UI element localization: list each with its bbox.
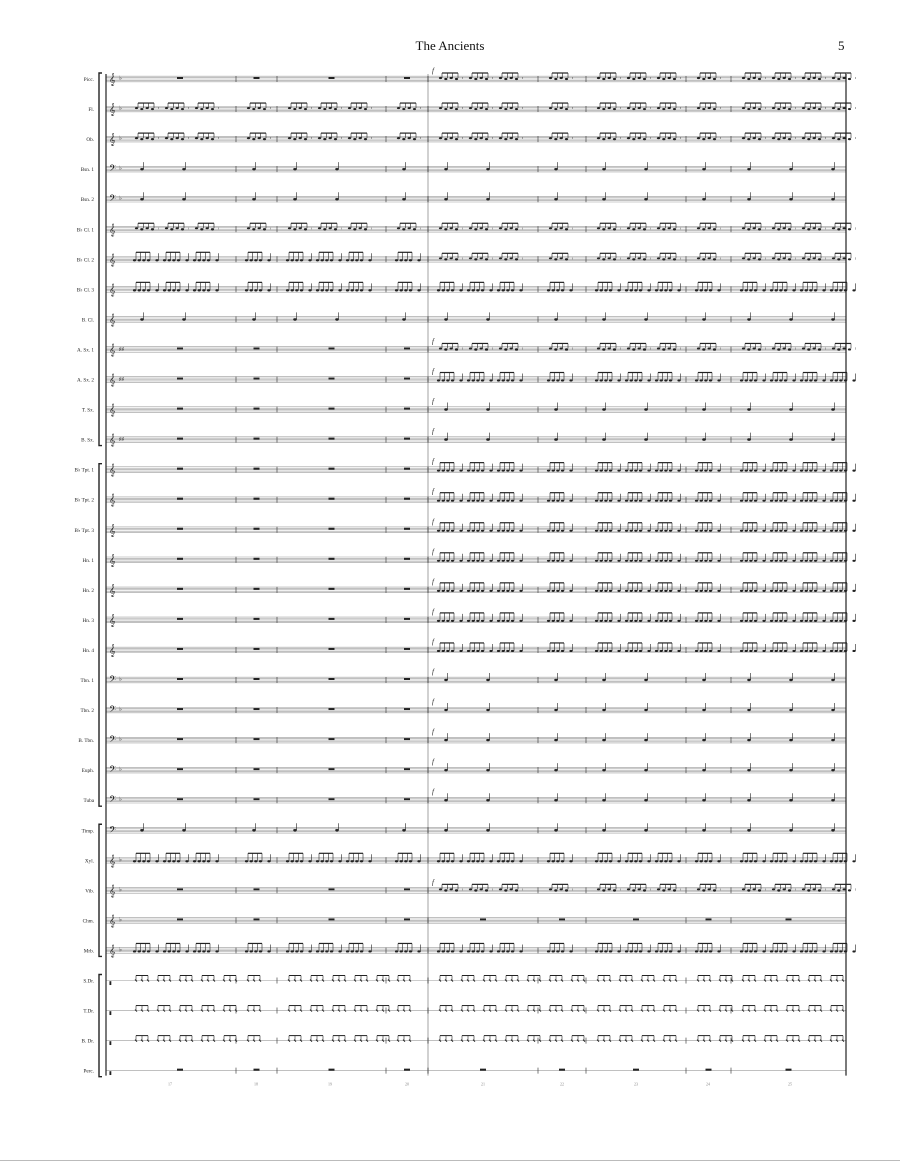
dynamic-marking: f	[432, 427, 434, 436]
instrument-label: Hn. 1	[82, 557, 94, 564]
section-bracket-1	[99, 73, 102, 446]
sharp-icon: ♯♯	[119, 377, 124, 383]
svg-text:ᶦ: ᶦ	[270, 225, 272, 234]
staff-9	[82, 312, 846, 326]
svg-text:ᶦ: ᶦ	[462, 75, 464, 83]
instrument-label: B. Dr.	[81, 1038, 94, 1045]
svg-text:ᶦ: ᶦ	[522, 886, 524, 895]
staff-24	[82, 758, 846, 777]
dynamic-marking: f	[432, 397, 434, 406]
svg-text:ᶦ: ᶦ	[462, 345, 464, 354]
svg-text:ᶦ: ᶦ	[420, 135, 422, 144]
measure-number: 21	[481, 1081, 485, 1087]
staff-27	[85, 853, 856, 867]
dynamic-marking: f	[432, 878, 434, 887]
staff-11	[77, 368, 856, 387]
staff-10	[77, 337, 856, 356]
svg-text:ᶦ: ᶦ	[462, 255, 464, 264]
staff-17	[82, 548, 855, 567]
instrument-label: B. Sx.	[81, 437, 94, 444]
staff-12	[82, 398, 846, 417]
bass-clef-icon: 𝄢	[109, 705, 117, 718]
svg-text:ᶦ: ᶦ	[825, 886, 827, 895]
section-bracket-2	[99, 464, 102, 807]
bass-clef-icon: 𝄢	[109, 164, 117, 177]
measure-number: 20	[405, 1081, 409, 1087]
flat-icon: ♭	[119, 76, 122, 82]
staff-15	[74, 488, 855, 507]
svg-text:ᶦ: ᶦ	[572, 886, 574, 895]
measure-number: 24	[706, 1081, 710, 1087]
instrument-label: B♭ Cl. 3	[76, 287, 94, 294]
svg-text:ᶦ: ᶦ	[462, 135, 464, 144]
sharp-icon: ♯♯	[119, 437, 124, 443]
svg-text:ᶦ: ᶦ	[188, 105, 190, 114]
svg-text:ᶦ: ᶦ	[572, 345, 574, 354]
svg-text:ᶦ: ᶦ	[572, 75, 574, 83]
instrument-label: Chm.	[82, 918, 94, 925]
svg-text:ᶦ: ᶦ	[855, 255, 857, 264]
treble-clef-icon: 𝄞	[109, 74, 116, 86]
staff-22	[80, 698, 846, 717]
svg-text:ᶦ: ᶦ	[371, 135, 373, 144]
svg-text:ᶦ: ᶦ	[620, 105, 622, 114]
svg-text:ᶦ: ᶦ	[650, 345, 652, 354]
svg-text:ᶦ: ᶦ	[371, 105, 373, 114]
staff-1	[84, 67, 856, 86]
svg-text:ᶦ: ᶦ	[720, 345, 722, 354]
section-bracket-3	[99, 824, 102, 956]
bass-clef-icon: 𝄢	[109, 735, 117, 748]
instrument-label: Hn. 2	[82, 587, 94, 594]
svg-text:ᶦ: ᶦ	[341, 135, 343, 144]
staff-23	[78, 728, 846, 747]
dynamic-marking: f	[432, 607, 434, 616]
flat-icon: ♭	[119, 797, 122, 804]
page-number: 5	[838, 38, 845, 53]
dynamic-marking: f	[432, 517, 434, 526]
instrument-label: S.Dr.	[83, 978, 94, 985]
svg-text:ᶦ: ᶦ	[371, 225, 373, 234]
svg-text:ᶦ: ᶦ	[270, 135, 272, 144]
treble-clef-icon: 𝄞	[109, 855, 116, 868]
svg-text:ᶦ: ᶦ	[492, 225, 494, 234]
dynamic-marking: f	[432, 637, 434, 646]
bass-clef-icon: 𝄢	[109, 765, 117, 778]
perc-clef-icon: ▮	[109, 1011, 112, 1017]
svg-text:ᶦ: ᶦ	[825, 75, 827, 83]
svg-text:ᶦ: ᶦ	[218, 225, 220, 234]
svg-text:ᶦ: ᶦ	[650, 225, 652, 234]
svg-text:ᶦ: ᶦ	[522, 345, 524, 354]
svg-text:ᶦ: ᶦ	[522, 225, 524, 234]
svg-text:ᶦ: ᶦ	[311, 135, 313, 144]
instrument-label: B♭ Cl. 2	[76, 257, 94, 264]
svg-text:ᶦ: ᶦ	[765, 255, 767, 264]
instrument-label: B♭ Tpt. 2	[74, 497, 94, 504]
instrument-label: Bsn. 2	[80, 197, 94, 204]
flat-icon: ♭	[119, 947, 122, 954]
svg-text:ᶦ: ᶦ	[720, 105, 722, 114]
flat-icon: ♭	[119, 166, 122, 173]
staff-25	[84, 788, 846, 807]
measure-number: 22	[560, 1081, 564, 1087]
flat-icon: ♭	[119, 707, 122, 714]
svg-text:ᶦ: ᶦ	[720, 886, 722, 895]
svg-text:ᶦ: ᶦ	[572, 135, 574, 144]
treble-clef-icon: 𝄞	[109, 254, 116, 267]
instrument-label: Hn. 3	[82, 617, 94, 624]
svg-text:ᶦ: ᶦ	[420, 225, 422, 234]
flat-icon: ♭	[119, 737, 122, 744]
staff-32	[83, 1006, 846, 1017]
svg-text:ᶦ: ᶦ	[620, 225, 622, 234]
svg-text:ᶦ: ᶦ	[492, 345, 494, 354]
svg-text:ᶦ: ᶦ	[855, 105, 857, 114]
staff-5	[81, 192, 846, 206]
staff-21	[80, 668, 846, 687]
staff-19	[82, 608, 855, 627]
svg-text:ᶦ: ᶦ	[765, 105, 767, 114]
treble-clef-icon: 𝄞	[109, 915, 116, 928]
measure-number: 18	[254, 1081, 258, 1087]
dynamic-marking: f	[432, 457, 434, 466]
svg-text:ᶦ: ᶦ	[650, 255, 652, 264]
svg-text:ᶦ: ᶦ	[720, 75, 722, 83]
svg-text:ᶦ: ᶦ	[795, 345, 797, 354]
staff-18	[82, 578, 855, 597]
staff-28	[85, 878, 856, 897]
svg-text:ᶦ: ᶦ	[218, 105, 220, 114]
instrument-label: B♭ Tpt. 1	[74, 467, 94, 474]
svg-text:ᶦ: ᶦ	[650, 886, 652, 895]
svg-text:ᶦ: ᶦ	[462, 886, 464, 895]
svg-text:ᶦ: ᶦ	[341, 105, 343, 114]
svg-text:ᶦ: ᶦ	[572, 225, 574, 234]
staff-7	[77, 252, 856, 266]
dynamic-marking: f	[432, 547, 434, 556]
svg-text:ᶦ: ᶦ	[158, 135, 160, 144]
instrument-label: Bsn. 1	[80, 167, 94, 174]
treble-clef-icon: 𝄞	[109, 404, 116, 417]
staff-8	[77, 282, 856, 296]
svg-text:ᶦ: ᶦ	[855, 345, 857, 354]
instrument-label: Mrb.	[83, 948, 94, 955]
instrument-label: Tuba	[83, 798, 94, 805]
staff-2	[88, 103, 856, 116]
svg-text:ᶦ: ᶦ	[522, 105, 524, 114]
svg-text:ᶦ: ᶦ	[680, 255, 682, 264]
svg-text:ᶦ: ᶦ	[680, 105, 682, 114]
staff-29	[83, 914, 846, 927]
staff-14	[74, 458, 855, 477]
staff-3	[86, 133, 856, 146]
instrument-label: Fl.	[88, 107, 94, 114]
svg-text:ᶦ: ᶦ	[680, 225, 682, 234]
svg-text:ᶦ: ᶦ	[825, 105, 827, 114]
svg-text:ᶦ: ᶦ	[218, 135, 220, 144]
svg-text:ᶦ: ᶦ	[795, 75, 797, 83]
dynamic-marking: f	[432, 367, 434, 376]
instrument-label: Ob.	[86, 137, 94, 144]
perc-clef-icon: ▮	[109, 981, 112, 987]
treble-clef-icon: 𝄞	[109, 464, 116, 477]
bass-clef-icon: 𝄢	[109, 675, 117, 687]
dynamic-marking: f	[432, 668, 434, 676]
svg-text:ᶦ: ᶦ	[765, 225, 767, 234]
staff-30	[84, 943, 856, 957]
treble-clef-icon: 𝄞	[109, 134, 116, 147]
svg-text:ᶦ: ᶦ	[311, 105, 313, 114]
instrument-label: T.Dr.	[83, 1008, 94, 1015]
staff-6	[77, 223, 856, 236]
svg-text:ᶦ: ᶦ	[158, 105, 160, 114]
dynamic-marking: f	[432, 577, 434, 586]
treble-clef-icon: 𝄞	[109, 494, 116, 507]
svg-text:ᶦ: ᶦ	[420, 105, 422, 114]
perc-clef-icon: ▮	[109, 1041, 112, 1047]
staff-20	[82, 638, 855, 657]
flat-icon: ♭	[119, 917, 122, 924]
svg-text:ᶦ: ᶦ	[522, 75, 524, 83]
instrument-label: B. Tbn.	[78, 738, 94, 745]
staff-33	[81, 1036, 846, 1047]
svg-text:ᶦ: ᶦ	[620, 345, 622, 354]
svg-text:ᶦ: ᶦ	[855, 75, 857, 83]
instrument-label: T. Sx.	[81, 407, 94, 414]
dynamic-marking: f	[432, 337, 434, 346]
svg-text:ᶦ: ᶦ	[680, 345, 682, 354]
section-bracket-4	[99, 975, 102, 1077]
svg-text:ᶦ: ᶦ	[522, 135, 524, 144]
svg-text:ᶦ: ᶦ	[855, 886, 857, 895]
svg-text:ᶦ: ᶦ	[765, 886, 767, 895]
svg-text:ᶦ: ᶦ	[855, 225, 857, 234]
dynamic-marking: f	[432, 788, 434, 797]
staff-34	[83, 1068, 846, 1077]
measure-number: 19	[328, 1081, 332, 1087]
instrument-label: Tbn. 2	[80, 708, 94, 715]
flat-icon: ♭	[119, 136, 122, 143]
svg-text:ᶦ: ᶦ	[522, 255, 524, 264]
instrument-label: Vib.	[85, 888, 94, 895]
bass-clef-icon: 𝄢	[109, 194, 117, 207]
svg-text:ᶦ: ᶦ	[795, 225, 797, 234]
svg-text:ᶦ: ᶦ	[795, 886, 797, 895]
staff-4	[81, 162, 846, 176]
svg-text:ᶦ: ᶦ	[492, 886, 494, 895]
svg-text:ᶦ: ᶦ	[795, 255, 797, 264]
instrument-label: Picc.	[83, 77, 94, 83]
svg-text:ᶦ: ᶦ	[462, 225, 464, 234]
svg-text:ᶦ: ᶦ	[720, 225, 722, 234]
dynamic-marking: f	[432, 67, 434, 75]
svg-text:ᶦ: ᶦ	[620, 886, 622, 895]
svg-text:ᶦ: ᶦ	[462, 105, 464, 114]
treble-clef-icon: 𝄞	[109, 945, 116, 958]
treble-clef-icon: 𝄞	[109, 524, 116, 537]
perc-clef-icon: ▮	[109, 1071, 112, 1077]
bass-clef-icon: 𝄢	[109, 795, 117, 808]
flat-icon: ♭	[119, 677, 122, 683]
svg-text:ᶦ: ᶦ	[572, 105, 574, 114]
instrument-label: Tbn. 1	[80, 678, 94, 684]
instrument-label: Xyl.	[84, 858, 94, 865]
svg-text:ᶦ: ᶦ	[680, 75, 682, 83]
svg-text:ᶦ: ᶦ	[158, 225, 160, 234]
svg-text:ᶦ: ᶦ	[720, 135, 722, 144]
svg-text:ᶦ: ᶦ	[765, 345, 767, 354]
instrument-label: Perc.	[83, 1068, 94, 1075]
flat-icon: ♭	[119, 857, 122, 864]
svg-text:ᶦ: ᶦ	[855, 135, 857, 144]
svg-text:ᶦ: ᶦ	[188, 225, 190, 234]
treble-clef-icon: 𝄞	[109, 644, 116, 657]
svg-text:ᶦ: ᶦ	[720, 255, 722, 264]
treble-clef-icon: 𝄞	[109, 224, 116, 237]
svg-text:ᶦ: ᶦ	[620, 135, 622, 144]
sharp-icon: ♯♯	[119, 347, 124, 353]
instrument-label: A. Sx. 2	[76, 377, 94, 384]
svg-text:ᶦ: ᶦ	[825, 135, 827, 144]
svg-text:ᶦ: ᶦ	[492, 135, 494, 144]
instrument-label: B♭ Tpt. 3	[74, 527, 94, 534]
treble-clef-icon: 𝄞	[109, 885, 116, 898]
svg-text:ᶦ: ᶦ	[765, 135, 767, 144]
measure-number: 23	[634, 1081, 638, 1087]
treble-clef-icon: 𝄞	[109, 314, 116, 327]
flat-icon: ♭	[119, 767, 122, 774]
dynamic-marking: f	[432, 487, 434, 496]
dynamic-marking: f	[432, 698, 434, 707]
dynamic-marking: f	[432, 758, 434, 767]
instrument-label: B♭ Cl. 1	[76, 227, 94, 234]
svg-text:ᶦ: ᶦ	[825, 225, 827, 234]
svg-text:ᶦ: ᶦ	[765, 75, 767, 83]
svg-text:ᶦ: ᶦ	[825, 345, 827, 354]
svg-text:ᶦ: ᶦ	[311, 225, 313, 234]
staff-13	[81, 428, 846, 447]
flat-icon: ♭	[119, 106, 122, 113]
svg-text:ᶦ: ᶦ	[188, 135, 190, 144]
instrument-label: Timp.	[81, 828, 94, 835]
treble-clef-icon: 𝄞	[109, 104, 116, 117]
page-title: The Ancients	[415, 38, 485, 53]
staff-16	[74, 518, 855, 537]
svg-text:ᶦ: ᶦ	[650, 135, 652, 144]
svg-text:ᶦ: ᶦ	[620, 255, 622, 264]
svg-text:ᶦ: ᶦ	[620, 75, 622, 83]
treble-clef-icon: 𝄞	[109, 344, 116, 357]
staff-31	[83, 976, 846, 987]
svg-text:ᶦ: ᶦ	[825, 255, 827, 264]
treble-clef-icon: 𝄞	[109, 584, 116, 597]
bass-clef-icon: 𝄢	[109, 825, 117, 838]
instrument-label: B. Cl.	[81, 317, 94, 324]
svg-text:ᶦ: ᶦ	[680, 886, 682, 895]
treble-clef-icon: 𝄞	[109, 284, 116, 297]
page-bottom-rule	[0, 1160, 900, 1161]
flat-icon: ♭	[119, 196, 122, 203]
treble-clef-icon: 𝄞	[109, 554, 116, 567]
svg-text:ᶦ: ᶦ	[650, 75, 652, 83]
instrument-label: A. Sx. 1	[76, 347, 94, 354]
svg-text:ᶦ: ᶦ	[572, 255, 574, 264]
treble-clef-icon: 𝄞	[109, 434, 116, 447]
staff-26	[82, 823, 846, 837]
measure-number: 17	[168, 1081, 172, 1087]
dynamic-marking: f	[432, 728, 434, 737]
svg-text:ᶦ: ᶦ	[492, 75, 494, 83]
svg-text:ᶦ: ᶦ	[492, 255, 494, 264]
svg-text:ᶦ: ᶦ	[341, 225, 343, 234]
svg-text:ᶦ: ᶦ	[680, 135, 682, 144]
svg-text:ᶦ: ᶦ	[795, 135, 797, 144]
svg-text:ᶦ: ᶦ	[270, 105, 272, 114]
instrument-label: Hn. 4	[82, 647, 94, 654]
treble-clef-icon: 𝄞	[109, 374, 116, 387]
flat-icon: ♭	[119, 887, 122, 894]
svg-text:ᶦ: ᶦ	[650, 105, 652, 114]
treble-clef-icon: 𝄞	[109, 614, 116, 627]
svg-text:ᶦ: ᶦ	[492, 105, 494, 114]
svg-text:ᶦ: ᶦ	[795, 105, 797, 114]
measure-number: 25	[788, 1081, 792, 1087]
instrument-label: Euph.	[81, 768, 94, 775]
